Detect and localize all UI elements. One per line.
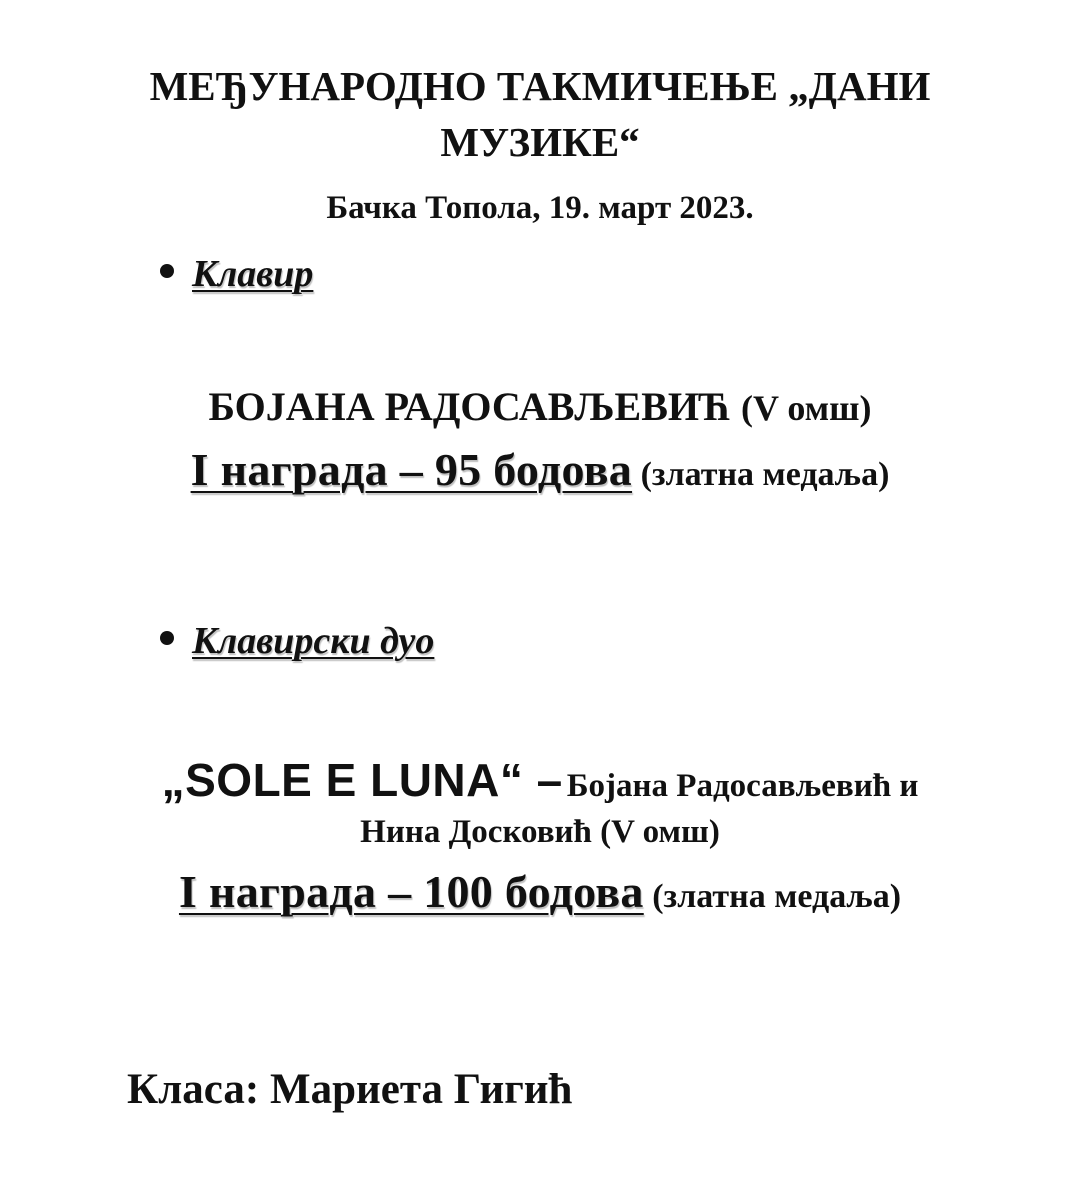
ensemble-member-name: Нина Досковић bbox=[360, 814, 592, 850]
medal-text: (златна медаља) bbox=[640, 456, 890, 493]
award-text: I награда – 100 бодова bbox=[178, 866, 644, 917]
category-label: Клавир bbox=[192, 253, 314, 295]
participant-class: (V омш) bbox=[740, 388, 872, 428]
page-subtitle: Бачка Топола, 19. март 2023. bbox=[326, 190, 754, 226]
participant-line bbox=[0, 382, 1080, 433]
bullet-icon bbox=[160, 631, 174, 645]
ensemble-name: „SOLE E LUNA“ – bbox=[161, 754, 563, 806]
category-heading-piano-duo bbox=[160, 619, 434, 663]
bullet-icon bbox=[160, 264, 174, 278]
page-title: МЕЂУНАРОДНО ТАКМИЧЕЊЕ „ДАНИ МУЗИКЕ“ bbox=[149, 63, 931, 165]
ensemble-members: Бојана Радосављевић и bbox=[566, 768, 919, 804]
award-text: I награда – 95 бодова bbox=[190, 444, 633, 495]
award-line bbox=[0, 864, 1080, 925]
category-heading-piano bbox=[160, 252, 313, 296]
ensemble-members-line bbox=[0, 810, 1080, 854]
category-label: Клавирски дуо bbox=[192, 620, 435, 662]
participant-name: БОЈАНА РАДОСАВЉЕВИЋ bbox=[208, 384, 731, 429]
award-line bbox=[0, 442, 1080, 503]
ensemble-class: (V омш) bbox=[600, 814, 720, 850]
medal-text: (златна медаља) bbox=[652, 878, 902, 915]
teacher-class: Класа: Мариета Гигић bbox=[127, 1066, 573, 1113]
